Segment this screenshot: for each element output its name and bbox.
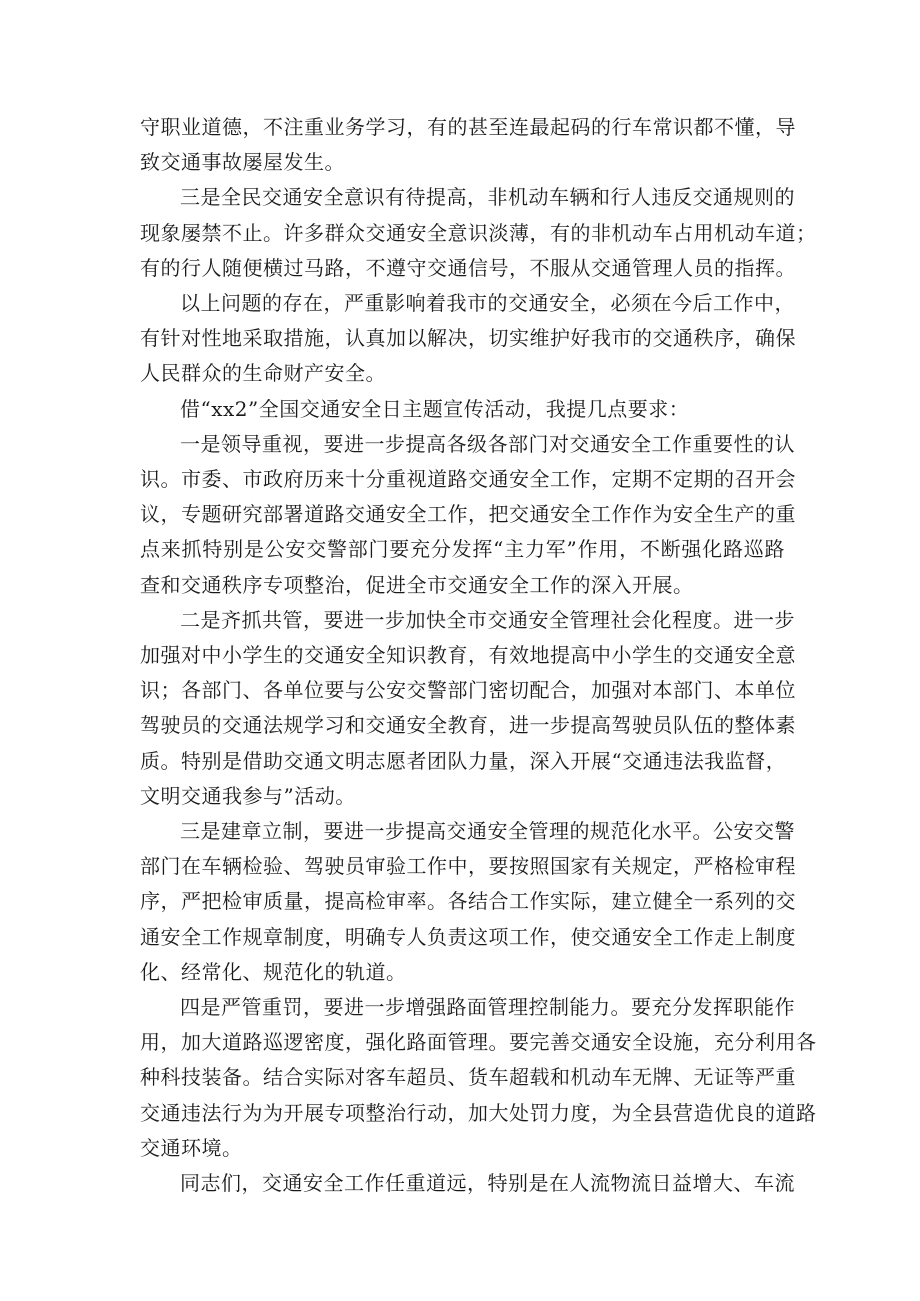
text-line: 守职业道德，不注重业务学习，有的甚至连最起码的行车常识都不懂，导 (140, 115, 796, 139)
text-line: 有的行人随便横过马路，不遵守交通信号，不服从交通管理人员的指挥。 (140, 255, 796, 280)
paragraph (140, 603, 796, 814)
paragraph (140, 392, 785, 427)
paragraph (140, 1166, 795, 1201)
text-line: 通安全工作规章制度，明确专人负责这项工作，使交通安全工作走上制度 (140, 924, 796, 949)
text-line: 二是齐抓共管，要进一步加快全市交通安全管理社会化程度。进一步 (180, 607, 795, 632)
text-line: 借“xx2”全国交通安全日主题宣传活动，我提几点要求： (180, 396, 690, 421)
text-line: 议，专题研究部署道路交通安全工作，把交通安全工作作为安全生产的重 (140, 502, 796, 527)
text-line: 识。市委、市政府历来十分重视道路交通安全工作，定期不定期的召开会 (140, 467, 796, 492)
paragraph (140, 110, 796, 180)
text-line: 交通违法行为为开展专项整治行动，加大处罚力度，为全县营造优良的道路 (140, 1100, 817, 1125)
text-line: 四是严管重罚，要进一步增强路面管理控制能力。要充分发挥职能作 (180, 995, 795, 1020)
paragraph (140, 180, 817, 286)
text-line: 现象屡禁不止。许多群众交通安全意识淡薄，有的非机动车占用机动车道； (140, 220, 817, 245)
text-line: 序，严把检审质量，提高检审率。各结合工作实际，建立健全一系列的交 (140, 889, 796, 914)
text-line: 人民群众的生命财产安全。 (140, 361, 386, 386)
text-line: 文明交通我参与”活动。 (140, 783, 356, 808)
text-line: 同志们，交通安全工作任重道远，特别是在人流物流日益增大、车流 (180, 1171, 795, 1196)
text-line: 交通环境。 (140, 1135, 243, 1160)
text-line: 三是建章立制，要进一步提高交通安全管理的规范化水平。公安交警 (180, 819, 795, 844)
text-line: 一是领导重视，要进一步提高各级各部门对交通安全工作重要性的认 (180, 431, 795, 456)
text-line: 点来抓特别是公安交警部门要充分发挥“主力军”作用，不断强化路巡路 (140, 537, 785, 562)
text-line: 致交通事故屡屋发生。 (140, 150, 345, 175)
paragraph (140, 427, 796, 603)
paragraph (140, 990, 817, 1166)
paragraph (140, 286, 796, 392)
text-line: 驾驶员的交通法规学习和交通安全教育，进一步提高驾驶员队伍的整体素 (140, 713, 796, 738)
text-line: 加强对中小学生的交通安全知识教育，有效地提高中小学生的交通安全意 (140, 643, 796, 668)
text-line: 化、经常化、规范化的轨道。 (140, 959, 407, 984)
text-line: 识；各部门、各单位要与公安交警部门密切配合，加强对本部门、本单位 (140, 678, 796, 703)
text-line: 用，加大道路巡逻密度，强化路面管理。要完善交通安全设施，充分利用各 (140, 1030, 817, 1055)
text-line: 以上问题的存在，严重影响着我市的交通安全，必须在今后工作中， (180, 291, 795, 316)
text-line: 部门在车辆检验、驾驶员审验工作中，要按照国家有关规定，严格检审程 (140, 854, 796, 879)
text-line: 有针对性地采取措施，认真加以解决，切实维护好我市的交通秩序，确保 (140, 326, 796, 351)
text-line: 质。特别是借助交通文明志愿者团队力量，深入开展“交通违法我监督， (140, 748, 787, 773)
text-line: 查和交通秩序专项整治，促进全市交通安全工作的深入开展。 (140, 572, 694, 597)
text-line: 三是全民交通安全意识有待提高，非机动车辆和行人违反交通规则的 (180, 185, 795, 210)
paragraph (140, 814, 796, 990)
text-line: 种科技装备。结合实际对客车超员、货车超载和机动车无牌、无证等严重 (140, 1065, 796, 1090)
document-body (140, 110, 817, 1201)
